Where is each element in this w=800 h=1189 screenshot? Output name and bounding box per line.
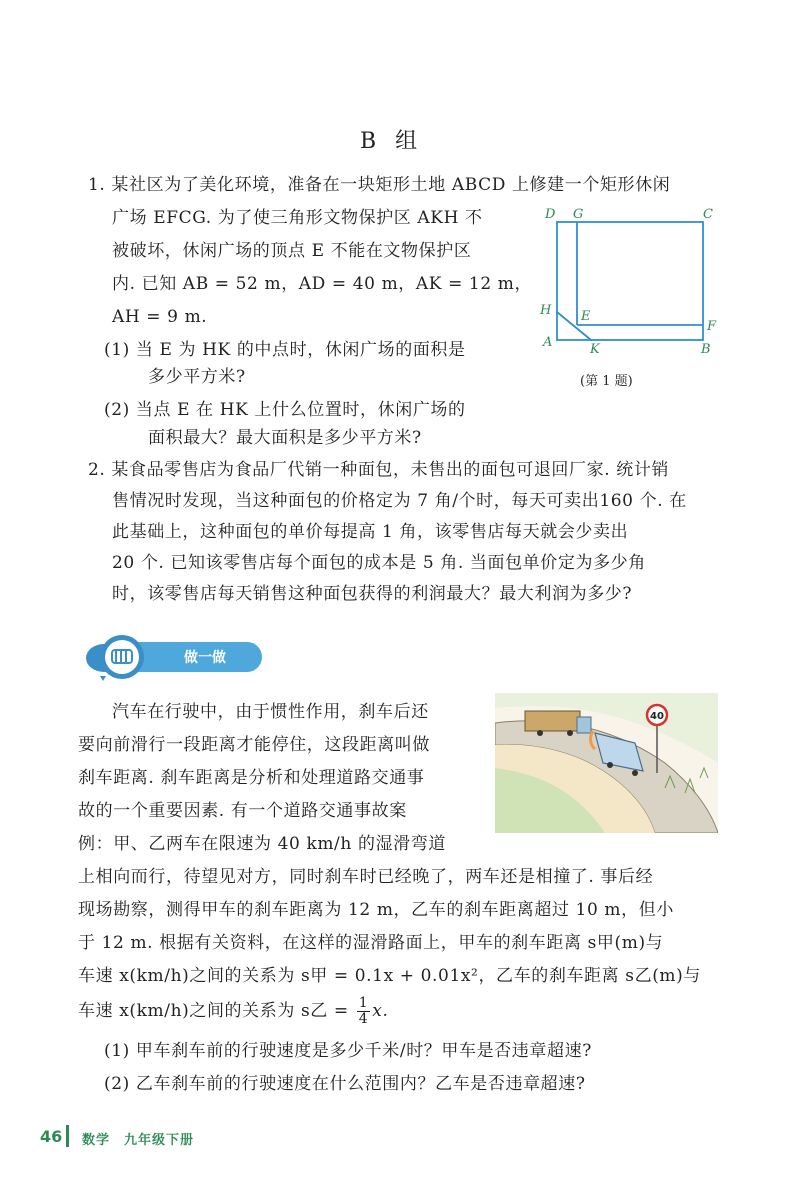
- activity-badge-label: 做一做: [184, 650, 226, 666]
- label-b: B: [701, 342, 711, 357]
- activity-badge: [80, 628, 270, 684]
- book-title: 数学 九年级下册: [82, 1133, 195, 1148]
- activity-line-10: [78, 991, 388, 1031]
- activity-line-8: 于 12 m. 根据有关资料，在这样的湿滑路面上，甲车的刹车距离 s甲(m)与: [78, 933, 664, 953]
- label-f: F: [707, 319, 717, 334]
- problem2-line-5: 时，该零售店每天销售这种面包获得的利润最大？最大利润为多少?: [112, 584, 633, 604]
- figure-caption: (第 1 题): [580, 374, 633, 389]
- problem1-line-4: 内. 已知 AB = 52 m，AD = 40 m，AK = 12 m，: [112, 274, 533, 294]
- page-number: 46: [40, 1127, 63, 1146]
- problem1-q1-line-2: 多少平方米?: [148, 367, 246, 387]
- activity-line-5: 例：甲、乙两车在限速为 40 km/h 的湿滑弯道: [78, 834, 446, 854]
- activity-question-1: (1) 甲车刹车前的行驶速度是多少千米/时？甲车是否违章超速?: [104, 1041, 592, 1061]
- label-c: C: [703, 207, 713, 222]
- problem1-line-2: 广场 EFCG. 为了使三角形文物保护区 AKH 不: [112, 208, 483, 228]
- problem2-line-2: 售情况时发现，当这种面包的价格定为 7 角/个时，每天可卖出160 个. 在: [112, 491, 687, 511]
- problem1-q1-line-1: (1) 当 E 为 HK 的中点时，休闲广场的面积是: [104, 340, 466, 360]
- problem1-q2-line-2: 面积最大？最大面积是多少平方米?: [148, 428, 422, 448]
- road-illustration: [495, 693, 718, 833]
- activity-line-2: 要向前滑行一段距离才能停住，这段距离叫做: [78, 735, 430, 755]
- fraction: [357, 996, 371, 1027]
- rectangle-figure: [535, 200, 725, 360]
- fraction-numerator: 1: [358, 995, 369, 1011]
- problem1-line-1: 1. 某社区为了美化环境，准备在一块矩形土地 ABCD 上修建一个矩形休闲: [88, 175, 671, 195]
- label-h: H: [540, 303, 552, 318]
- problem1-line-3: 被破坏，休闲广场的顶点 E 不能在文物保护区: [112, 241, 472, 261]
- formula-suffix: x.: [372, 1001, 389, 1021]
- problem2-line-4: 20 个. 已知该零售店每个面包的成本是 5 角. 当面包单价定为多少角: [112, 553, 646, 573]
- label-k: K: [590, 342, 600, 357]
- fraction-denominator: 4: [358, 1011, 369, 1027]
- activity-line-9: 车速 x(km/h)之间的关系为 s甲 = 0.1x + 0.01x²，乙车的刹车距离 s乙(m)与: [78, 966, 701, 986]
- label-d: D: [545, 207, 556, 222]
- activity-line-7: 现场勘察，测得甲车的刹车距离为 12 m，乙车的刹车距离超过 10 m，但小: [78, 900, 674, 920]
- rect-abcd: [557, 222, 703, 340]
- label-e: E: [581, 309, 591, 324]
- footer-divider: [66, 1125, 69, 1147]
- activity-line-1: 汽车在行驶中，由于惯性作用，刹车后还: [112, 702, 429, 722]
- label-g: G: [573, 207, 584, 222]
- activity-line-3: 刹车距离. 刹车距离是分析和处理道路交通事: [78, 768, 425, 788]
- activity-question-2: (2) 乙车刹车前的行驶速度在什么范围内？乙车是否违章超速?: [104, 1074, 586, 1094]
- problem1-q2-line-1: (2) 当点 E 在 HK 上什么位置时，休闲广场的: [104, 400, 466, 420]
- label-a: A: [543, 335, 553, 350]
- problem1-line-5: AH = 9 m.: [112, 307, 208, 327]
- problem2-line-3: 此基础上，这种面包的单价每提高 1 角，该零售店每天就会少卖出: [112, 522, 629, 542]
- activity-line-6: 上相向而行，待望见对方，同时刹车时已经晚了，两车还是相撞了. 事后经: [78, 867, 654, 887]
- formula-prefix: 车速 x(km/h)之间的关系为 s乙 =: [78, 1001, 349, 1021]
- activity-line-4: 故的一个重要因素. 有一个道路交通事故案: [78, 801, 407, 821]
- section-title: B 组: [360, 129, 424, 154]
- problem2-line-1: 2. 某食品零售店为食品厂代销一种面包，未售出的面包可退回厂家. 统计销: [88, 460, 670, 480]
- speed-sign-value: 40: [650, 711, 664, 722]
